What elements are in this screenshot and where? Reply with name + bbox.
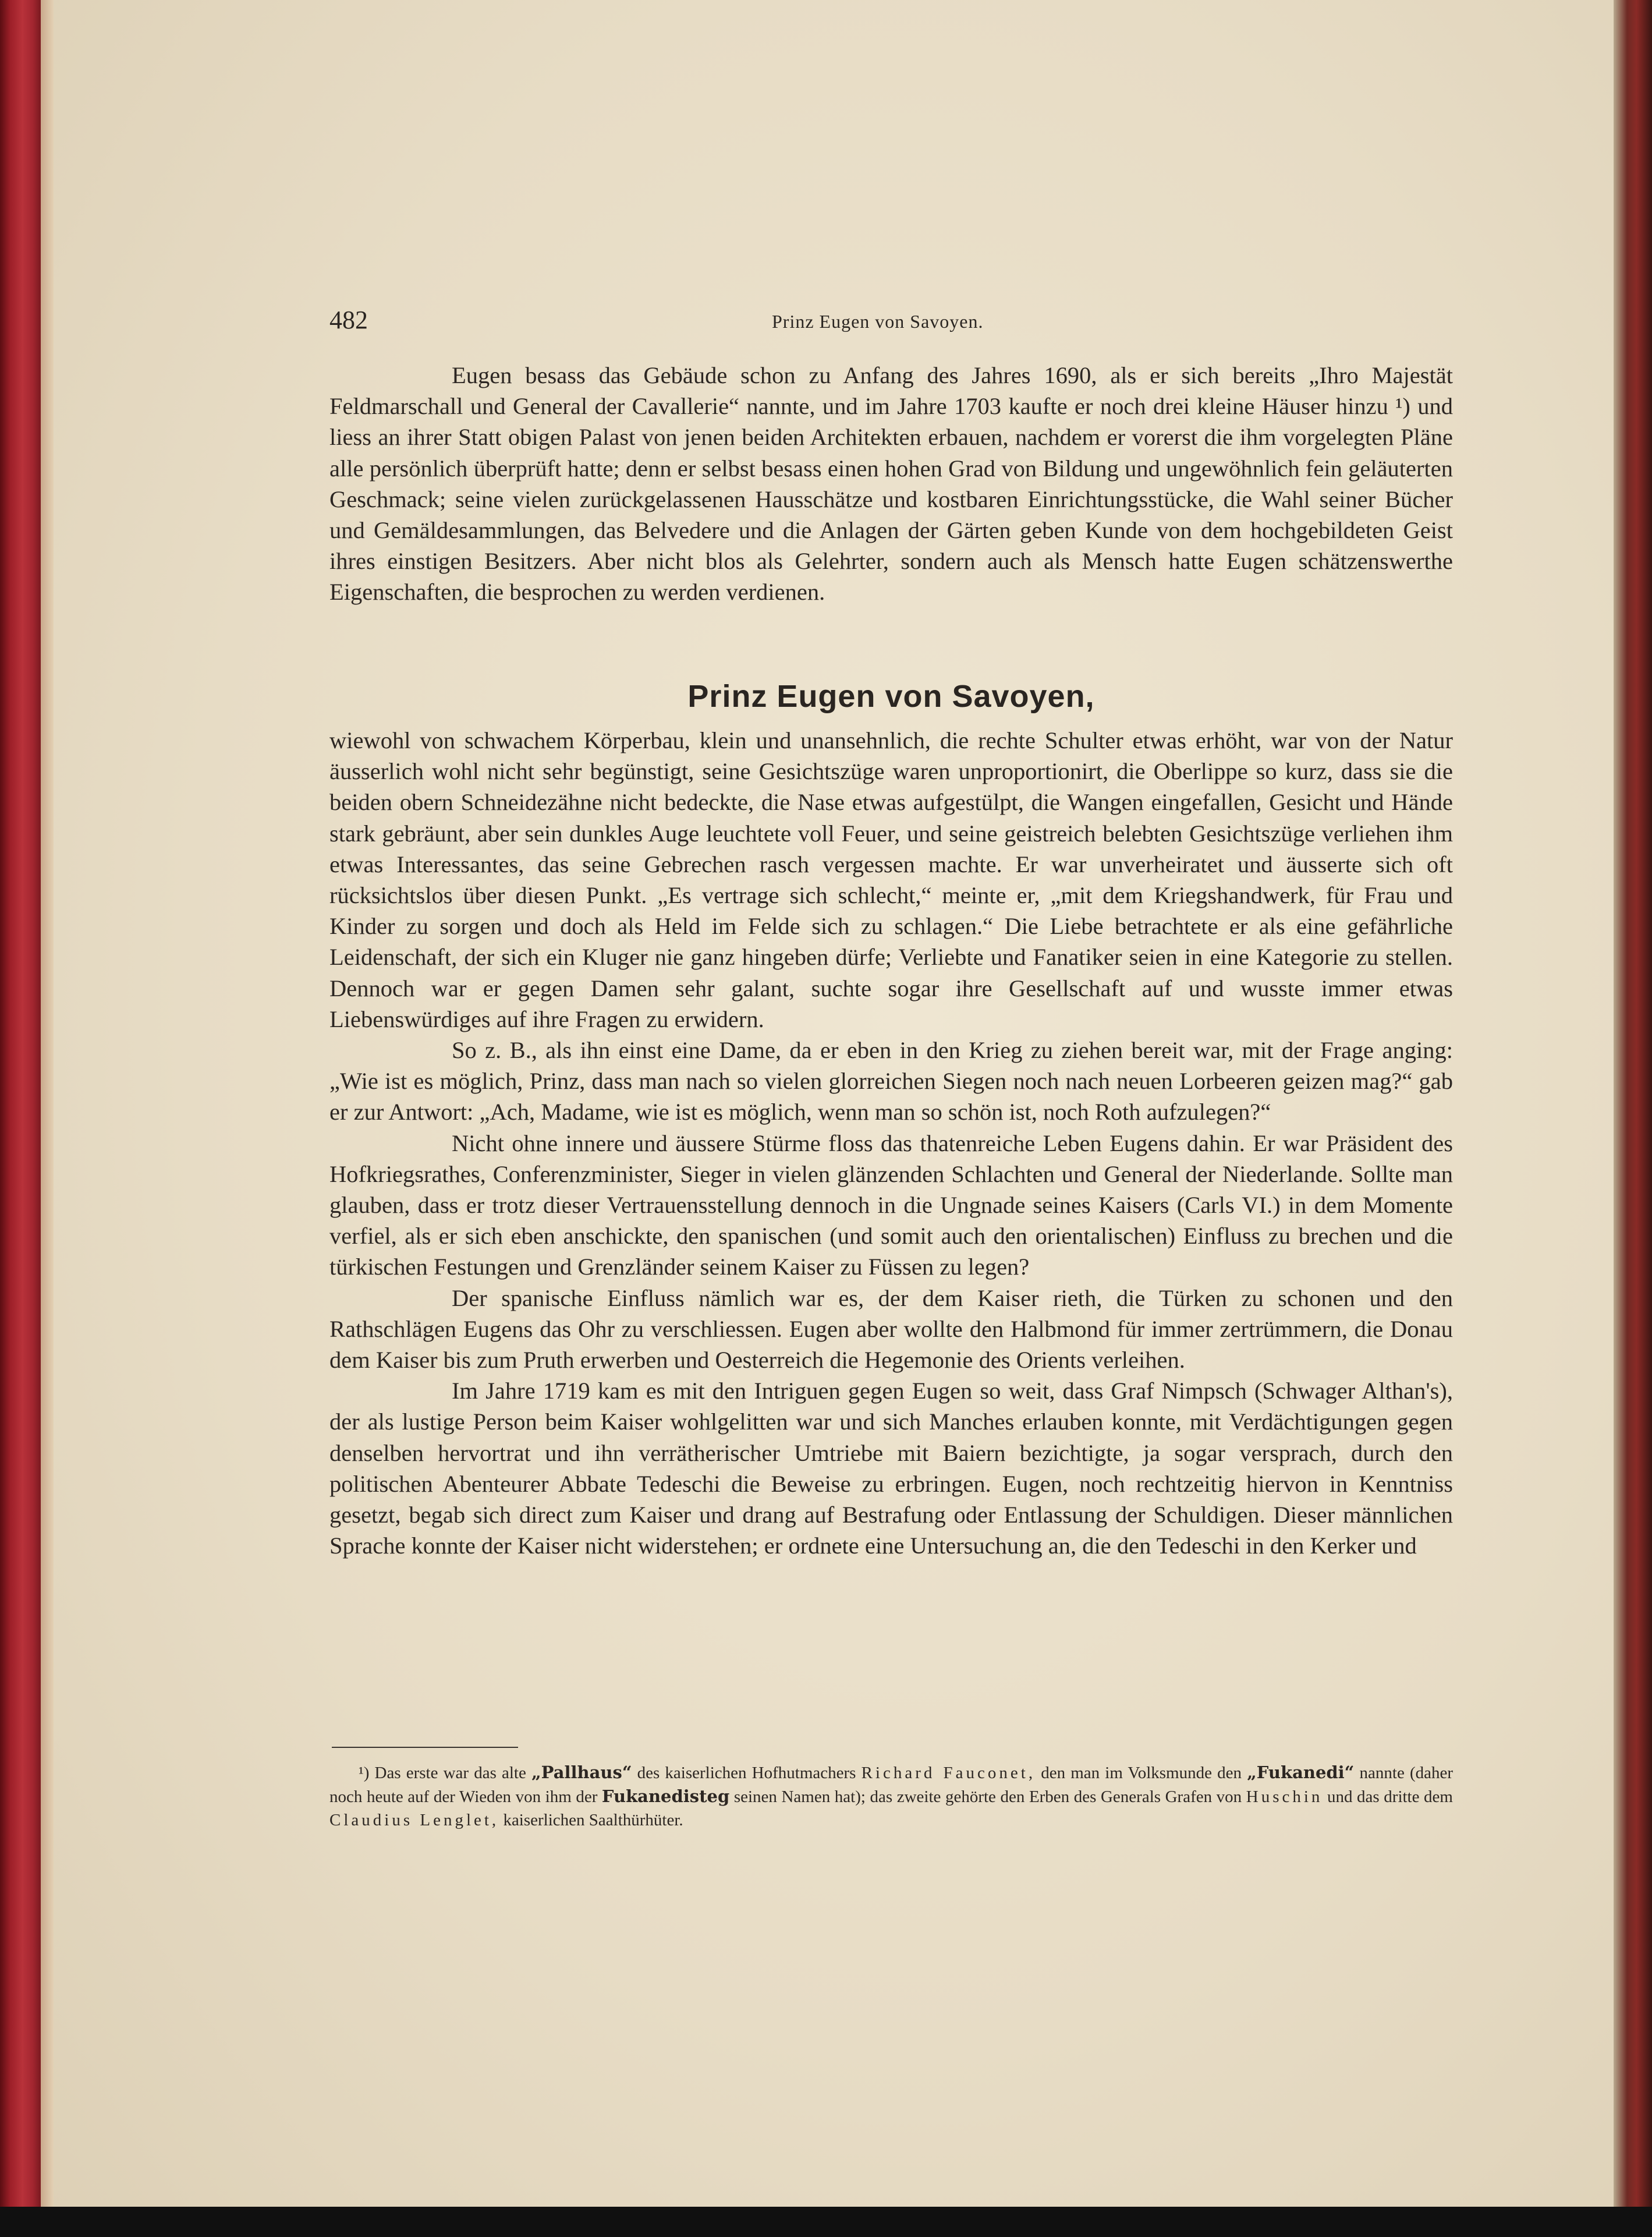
footnote-text: nannte (daher noch heute auf der Wieden von ihm der [329, 1764, 1454, 1806]
footnote-person-fauconet: Richard Fauconet, [861, 1764, 1036, 1782]
paragraph-5: Der spanische Einfluss nämlich war es, der dem Kaiser rieth, die Türken zu schonen und den Rathschlägen Eugens das Ohr zu verschliessen. Eugen aber wollte den Halbmond für immer zertrümmern, die Donau dem Kaiser bis zum Pruth erwerben und Oesterreich die Hegemonie des Orients verleihen. [329, 1284, 1453, 1374]
footnote-text: kaiserlichen Saalthürhüter. [499, 1811, 683, 1829]
footnote-text: den man im Volksmunde den [1036, 1764, 1247, 1782]
footnote-text: Das erste war das alte [374, 1764, 531, 1782]
spine-edge [41, 0, 54, 2237]
footnote-name-fukanedisteg: Fukanedisteg [601, 1786, 730, 1806]
main-text-block [329, 725, 1453, 1561]
paragraph-1-block [329, 360, 1453, 608]
footnote-person-lenglet: Claudius Lenglet, [329, 1811, 499, 1829]
section-heading: Prinz Eugen von Savoyen, [687, 679, 1095, 714]
footnote-text: und das dritte dem [1323, 1788, 1453, 1806]
footnote-person-huschin: Huschin [1246, 1788, 1323, 1806]
paragraph-6: Im Jahre 1719 kam es mit den Intriguen gegen Eugen so weit, dass Graf Nimpsch (Schwager Althan's), der als lustige Person beim Kaiser wohlgelitten war und sich Manches erlauben konnte, mit Verdächtigungen gegen denselben hervortrat und ihn verrätherischer Umtriebe mit Baiern bezichtigte, ja sogar versprach, durch den politischen Abenteurer Abbate Tedeschi die Beweise zu erbringen. Eugen, noch rechtzeitig hiervon in Kenntniss gesetzt, begab sich direct zum Kaiser und drang auf Bestrafung oder Entlassung der Schuldigen. Dieser männlichen Sprache konnte der Kaiser nicht widerstehen; er ordnete eine Untersuchung an, die den Tedeschi in den Kerker und [329, 1378, 1453, 1559]
paragraph-2: wiewohl von schwachem Körperbau, klein und unansehnlich, die rechte Schulter etwas erhöht, war von der Natur äusserlich wohl nicht sehr begünstigt, seine Gesichtszüge waren unproportionirt, die Oberlippe so kurz, dass sie die beiden obern Schneidezähne nicht bedeckte, die Nase etwas aufgestülpt, die Wangen eingefallen, Gesicht und Hände stark gebräunt, aber sein dunkles Auge leuchtete voll Feuer, und seine geistreich belebten Gesichtszüge verliehen ihm etwas Interessantes, das seine Gebrechen rasch vergessen machte. Er war unverheiratet und äusserte sich oft rücksichtslos über diesen Punkt. „Es vertrage sich schlecht,“ meinte er, „mit dem Kriegshandwerk, für Frau und Kinder zu sorgen und doch als Held im Felde sich zu schlagen.“ Die Liebe betrachtete er als eine gefährliche Leidenschaft, der sich ein Kluger nie ganz hingeben dürfe; Verliebte und Fanatiker seien in eine Kategorie zu stellen. Dennoch war er gegen Damen sehr galant, suchte sogar ihre Gesellschaft auf und wusste immer etwas Liebenswürdiges auf ihre Fragen zu erwidern. [329, 727, 1453, 1032]
footnote-rule [332, 1747, 518, 1748]
paragraph-4: Nicht ohne innere und äussere Stürme floss das thatenreiche Leben Eugens dahin. Er war Präsident des Hofkriegsrathes, Conferenzminister, Sieger in vielen glänzenden Schlachten und General der Niederlande. Sollte man glauben, dass er trotz dieser Vertrauensstellung dennoch in die Ungnade seines Kaisers (Carls VI.) in dem Momente verfiel, als er sich eben anschickte, den spanischen (und somit auch den orientalischen) Einfluss zu brechen und die türkischen Festungen und Grenzländer seinem Kaiser zu Füssen zu legen? [329, 1130, 1453, 1280]
bottom-border [0, 2207, 1652, 2237]
footnote-name-fukanedi: „Fukanedi“ [1247, 1762, 1355, 1782]
page-header [329, 305, 1016, 340]
footnote-text: des kaiserlichen Hofhutmachers [632, 1764, 862, 1782]
footnote-name-pallhaus: „Pallhaus“ [531, 1762, 632, 1782]
footnote-marker: ¹) [359, 1764, 370, 1782]
paragraph-1: Eugen besass das Gebäude schon zu Anfang des Jahres 1690, als er sich bereits „Ihro Majestät Feldmarschall und General der Cavallerie“ nannte, und im Jahre 1703 kaufte er noch drei kleine Häuser hinzu ¹) und liess an ihrer Statt obigen Palast von jenen beiden Architekten erbauen, nachdem er vorerst die ihm vorgelegten Pläne alle persönlich überprüft hatte; denn er selbst besass einen hohen Grad von Bildung und ungewöhnlich fein geläuterten Geschmack; seine vielen zurückgelassenen Hausschätze und kostbaren Einrichtungsstücke, die Wahl seiner Bücher und Gemäldesammlungen, das Belvedere und die Anlagen der Gärten geben Kunde von dem hochgebildeten Geist ihres einstigen Besitzers. Aber nicht blos als Gelehrter, sondern auch als Mensch hatte Eugen schätzenswerthe Eigenschaften, die besprochen zu werden verdienen. [329, 362, 1453, 606]
page-edges [1614, 0, 1652, 2237]
paragraph-3: So z. B., als ihn einst eine Dame, da er eben in den Krieg zu ziehen bereit war, mit der Frage anging: „Wie ist es möglich, Prinz, dass man nach so vielen glorreichen Siegen noch nach neuen Lorbeeren geizen mag?“ gab er zur Antwort: „Ach, Madame, wie ist es möglich, wenn man so schön ist, noch Roth aufzulegen?“ [329, 1037, 1453, 1125]
page-number: 482 [329, 306, 368, 334]
book-spine [0, 0, 41, 2237]
footnote-text: seinen Namen hat); das zweite gehörte den Erben des Generals Grafen von [729, 1788, 1246, 1806]
footnote [329, 1761, 1453, 1832]
running-head: Prinz Eugen von Savoyen. [772, 311, 984, 332]
